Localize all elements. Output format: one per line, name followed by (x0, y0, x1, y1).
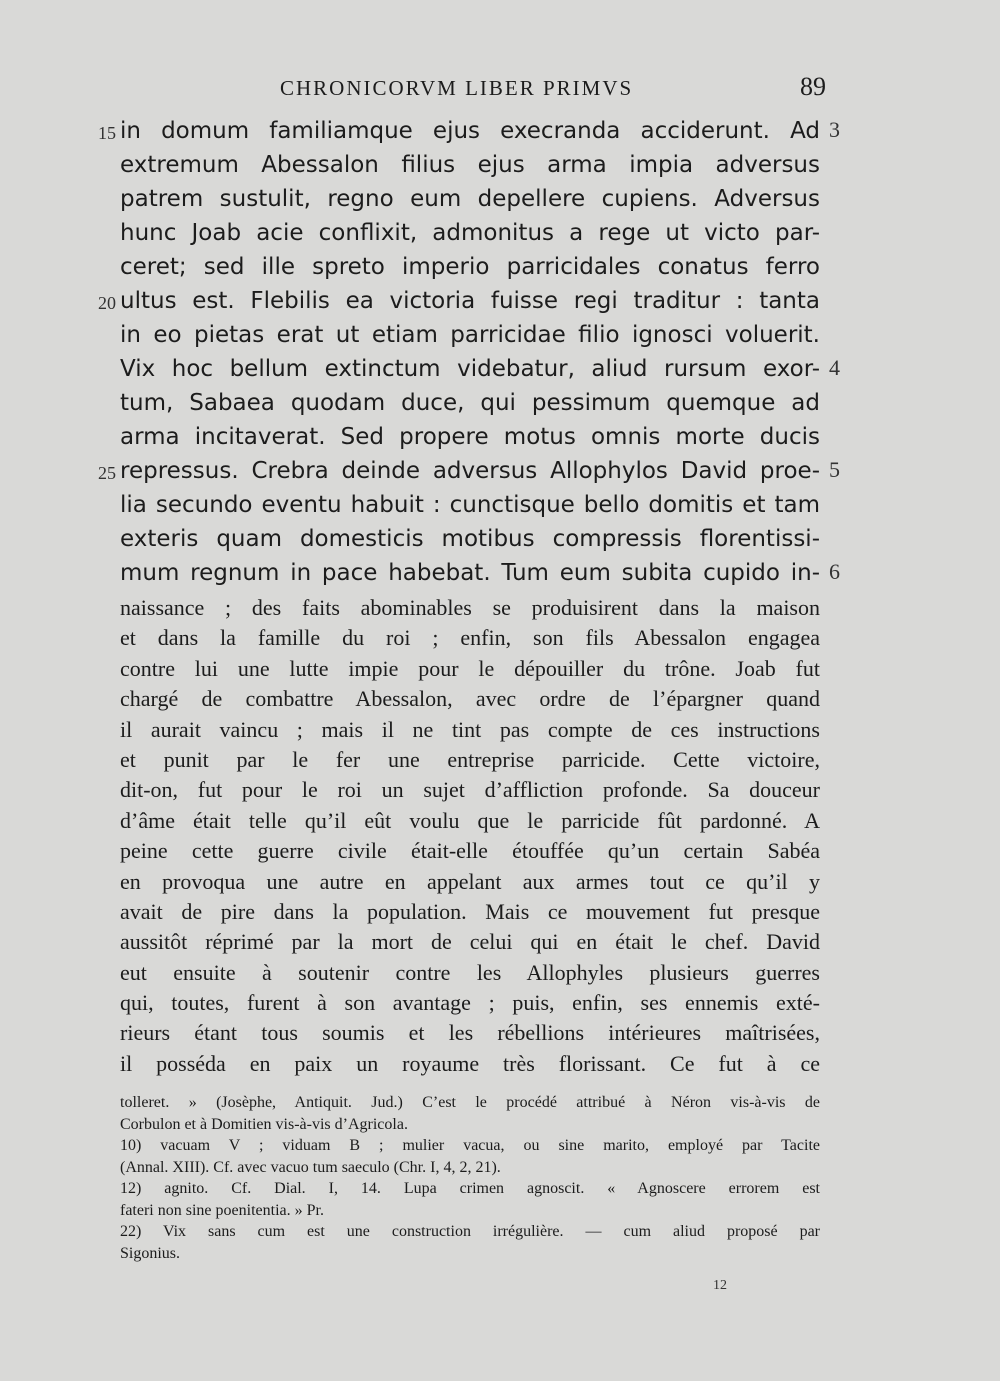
latin-line (120, 556, 840, 590)
latin-line (120, 352, 840, 386)
latin-line-text: ultus est. Flebilis ea victoria fuisse regi traditur : tanta (120, 288, 820, 314)
french-line: qui, toutes, furent à son avantage ; puis, enfin, ses ennemis exté- (120, 990, 820, 1016)
latin-line-text: exteris quam domesticis motibus compressis florentissi- (120, 526, 820, 552)
footnote-line: 22) Vix sans cum est une construction irrégulière. — cum aliud proposé par (120, 1223, 820, 1240)
latin-line-text: hunc Joab acie conflixit, admonitus a rege ut victo par- (120, 220, 820, 246)
french-line: en provoqua une autre en appelant aux armes tout ce qu’il y (120, 868, 820, 894)
running-header (120, 72, 826, 106)
french-line: aussitôt réprimé par la mort de celui qui en était le chef. David (120, 929, 820, 955)
french-line: avait de pire dans la population. Mais ce mouvement fut presque (120, 898, 820, 924)
latin-line-text: ceret; sed ille spreto imperio parricidales conatus ferro (120, 254, 820, 280)
page-number: 89 (800, 72, 826, 101)
line-number: 20 (98, 293, 116, 313)
french-line: contre lui une lutte impie pour le dépouiller du trône. Joab fut (120, 655, 820, 681)
french-line: chargé de combattre Abessalon, avec ordre de l’épargner quand (120, 686, 820, 712)
footnote-line: Sigonius. (120, 1244, 181, 1262)
latin-line-text: Vix hoc bellum extinctum videbatur, aliud rursum exor- (120, 356, 820, 382)
latin-line-text: in eo pietas erat ut etiam parricidae filio ignosci voluerit. (120, 322, 820, 348)
latin-line (98, 114, 840, 148)
latin-line (120, 386, 820, 420)
footnote-line: fateri non sine poenitentia. » Pr. (120, 1201, 324, 1219)
french-line: il aurait vaincu ; mais il ne tint pas compte de ces instructions (120, 716, 820, 742)
latin-line (120, 250, 820, 284)
latin-line (120, 182, 820, 216)
latin-line (98, 454, 840, 488)
latin-line-text: in domum familiamque ejus execranda acciderunt. Ad (120, 118, 820, 144)
french-line: eut ensuite à soutenir contre les Allophyles plusieurs guerres (120, 959, 820, 985)
footnote-line: Corbulon et à Domitien vis-à-vis d’Agricola. (120, 1115, 408, 1133)
latin-line-text: mum regnum in pace habebat. Tum eum subita cupido in- (120, 560, 820, 586)
french-line: d’âme était telle qu’il eût voulu que le parricide fût pardonné. A (120, 807, 820, 833)
line-number: 15 (98, 123, 116, 143)
latin-line-text: lia secundo eventu habuit : cunctisque bello domitis et tam (120, 492, 820, 518)
footnotes-block (120, 1092, 820, 1264)
latin-line (120, 318, 820, 352)
section-number: 4 (829, 355, 840, 380)
latin-line-text: repressus. Crebra deinde adversus Allophylos David proe- (120, 458, 820, 484)
footnote-line: 10) vacuam V ; viduam B ; mulier vacua, ou sine marito, employé par Tacite (120, 1137, 820, 1154)
footnote-line: 12) agnito. Cf. Dial. I, 14. Lupa crimen agnoscit. « Agnoscere errorem est (120, 1180, 820, 1197)
latin-line (120, 522, 820, 556)
signature-mark: 12 (713, 1278, 727, 1293)
french-line: peine cette guerre civile était-elle étouffée qu’un certain Sabéa (120, 838, 820, 864)
running-title: CHRONICORVM LIBER PRIMVS (280, 76, 634, 100)
latin-line (120, 148, 820, 182)
french-line: il posséda en paix un royaume très florissant. Ce fut à ce (120, 1050, 820, 1076)
latin-line (120, 488, 820, 522)
footnote-line: tolleret. » (Josèphe, Antiquit. Jud.) C’est le procédé attribué à Néron vis-à-vis de (120, 1094, 820, 1111)
latin-line-text: extremum Abessalon filius ejus arma impia adversus (120, 152, 820, 178)
footnote-line: (Annal. XIII). Cf. avec vacuo tum saeculo (Chr. I, 4, 2, 21). (120, 1158, 501, 1176)
latin-line (98, 284, 820, 318)
section-number: 5 (829, 457, 840, 482)
latin-line-text: tum, Sabaea quodam duce, qui pessimum quemque ad (120, 390, 820, 416)
latin-line-text: patrem sustulit, regno eum depellere cupiens. Adversus (120, 186, 820, 212)
latin-line (120, 420, 820, 454)
latin-line (120, 216, 820, 250)
section-number: 3 (829, 117, 840, 142)
french-line: rieurs étant tous soumis et les rébellions intérieures maîtrisées, (120, 1020, 820, 1046)
line-number: 25 (98, 463, 116, 483)
french-line: naissance ; des faits abominables se produisirent dans la maison (120, 595, 820, 620)
french-translation-block (120, 593, 820, 1079)
section-number: 6 (829, 559, 840, 584)
latin-text-block (98, 114, 840, 590)
latin-line-text: arma incitaverat. Sed propere motus omnis morte ducis (120, 424, 820, 450)
french-line: dit-on, fut pour le roi un sujet d’affliction profonde. Sa douceur (120, 777, 820, 803)
french-line: et dans la famille du roi ; enfin, son fils Abessalon engagea (120, 625, 820, 651)
french-line: et punit par le fer une entreprise parricide. Cette victoire, (120, 746, 820, 772)
